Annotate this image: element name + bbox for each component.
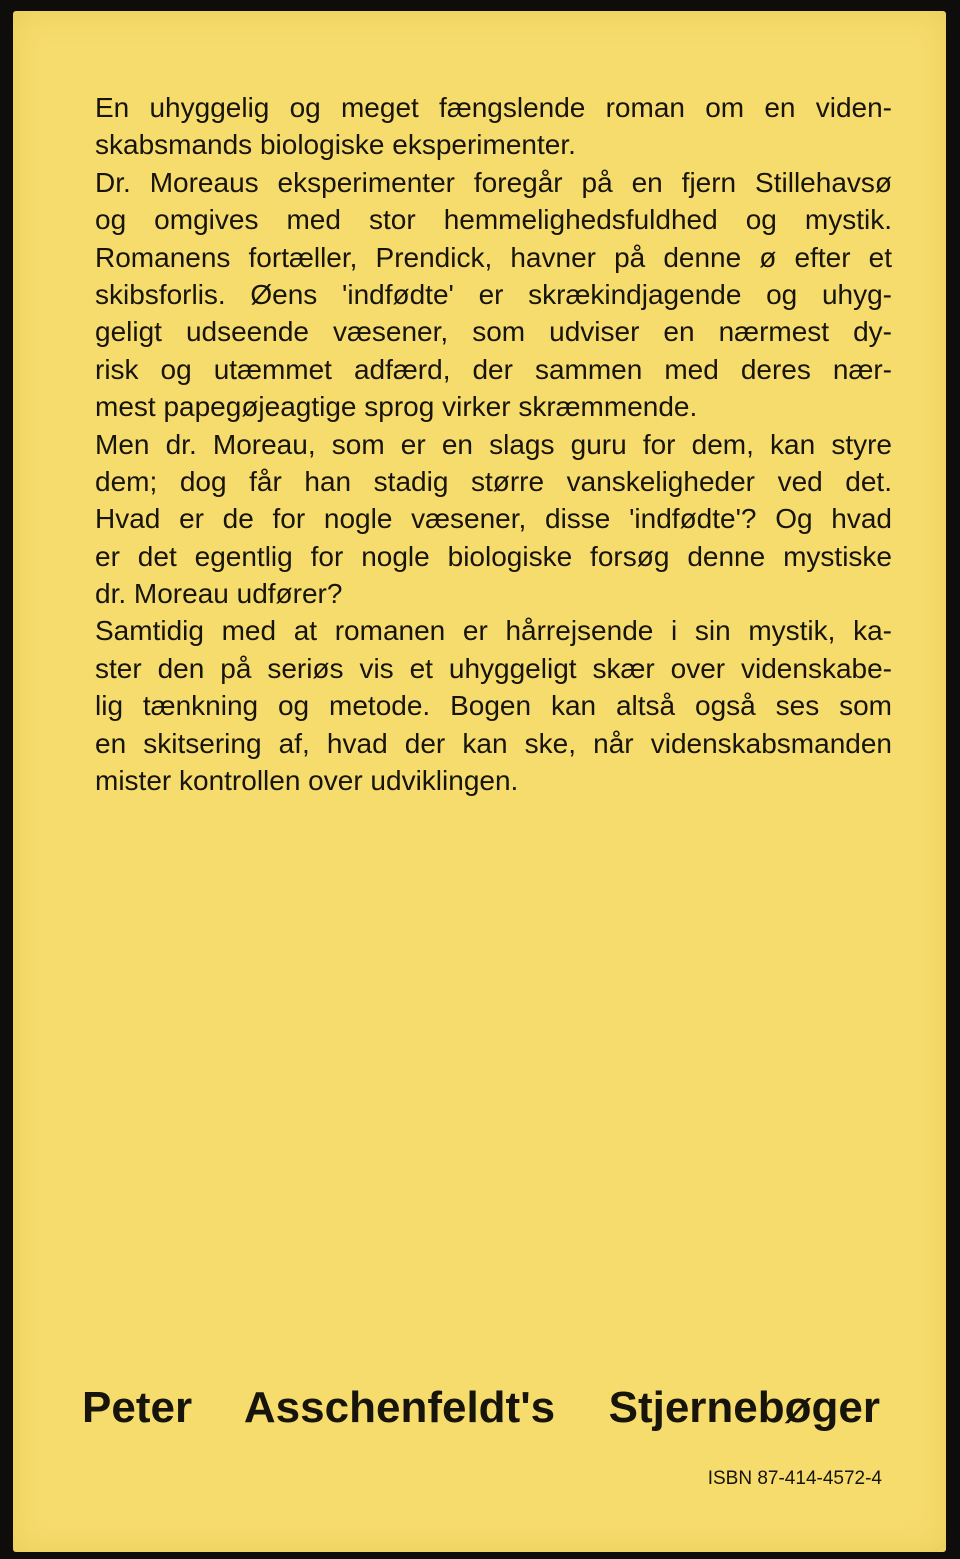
blurb-line: Men dr. Moreau, som er en slags guru for dem, kan styre bbox=[95, 428, 892, 460]
blurb-line: geligt udseende væsener, som udviser en nærmest dy- bbox=[95, 316, 892, 348]
blurb-line: skabsmands biologiske eksperimenter. bbox=[95, 129, 576, 161]
blurb-line: mister kontrollen over udviklingen. bbox=[95, 765, 519, 797]
blurb-line: Romanens fortæller, Prendick, havner på denne ø efter et bbox=[95, 241, 892, 273]
blurb-line: skibsforlis. Øens 'indfødte' er skrækindjagende og uhyg- bbox=[95, 278, 892, 310]
blurb-line: en skitsering af, hvad der kan ske, når videnskabsmanden bbox=[95, 727, 892, 759]
blurb-line: er det egentlig for nogle biologiske forsøg denne mystiske bbox=[95, 540, 892, 572]
blurb-line: lig tænkning og metode. Bogen kan altså også ses som bbox=[95, 690, 892, 722]
blurb-line: risk og utæmmet adfærd, der sammen med deres nær- bbox=[95, 353, 892, 385]
blurb-line: Hvad er de for nogle væsener, disse 'indfødte'? Og hvad bbox=[95, 503, 892, 535]
blurb-line: mest papegøjeagtige sprog virker skræmmende. bbox=[95, 391, 698, 423]
blurb-line: og omgives med stor hemmelighedsfuldhed og mystik. bbox=[95, 204, 892, 236]
book-back-cover bbox=[13, 11, 946, 1552]
blurb-line: Dr. Moreaus eksperimenter foregår på en fjern Stillehavsø bbox=[95, 166, 892, 198]
blurb-line: dr. Moreau udfører? bbox=[95, 578, 343, 610]
blurb-line: Samtidig med at romanen er hårrejsende i sin mystik, ka- bbox=[95, 615, 892, 647]
blurb-text bbox=[95, 89, 892, 799]
blurb-line: ster den på seriøs vis et uhyggeligt skær over videnskabe- bbox=[95, 652, 892, 684]
isbn: ISBN 87-414-4572-4 bbox=[707, 1468, 882, 1489]
blurb-line: dem; dog får han stadig større vanskeligheder ved det. bbox=[95, 465, 892, 497]
blurb-line: En uhyggelig og meget fængslende roman om en viden- bbox=[95, 92, 892, 123]
publisher-name: Peter Asschenfeldt's Stjernebøger bbox=[82, 1383, 880, 1432]
